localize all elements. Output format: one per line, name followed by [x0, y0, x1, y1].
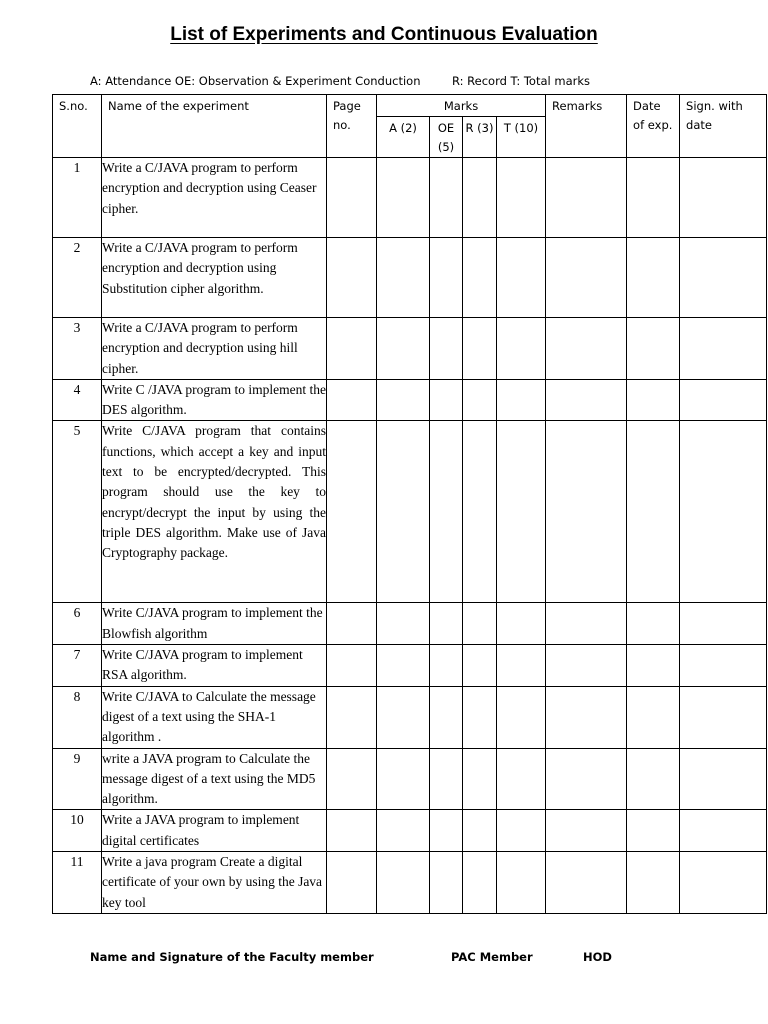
experiment-name: Write a C/JAVA program to perform encryption and decryption using Substitution cipher algorithm.	[102, 238, 327, 318]
date-cell	[627, 645, 680, 687]
t-cell	[497, 645, 546, 687]
t-cell	[497, 238, 546, 318]
header-marks: Marks	[377, 95, 546, 117]
header-remarks: Remarks	[546, 95, 627, 158]
oe-cell	[430, 810, 463, 852]
remarks-cell	[546, 421, 627, 603]
sign-cell	[680, 238, 767, 318]
sno-cell: 6	[53, 603, 102, 645]
r-cell	[463, 238, 497, 318]
table-row	[53, 748, 767, 810]
sign-cell	[680, 421, 767, 603]
header-sno: S.no.	[53, 95, 102, 158]
table-row	[53, 645, 767, 687]
t-cell	[497, 421, 546, 603]
header-row-1	[53, 95, 767, 117]
a-cell	[377, 810, 430, 852]
date-cell	[627, 238, 680, 318]
remarks-cell	[546, 318, 627, 380]
a-cell	[377, 421, 430, 603]
table-row	[53, 318, 767, 380]
a-cell	[377, 318, 430, 380]
table-row	[53, 379, 767, 421]
page-cell	[327, 318, 377, 380]
sign-cell	[680, 852, 767, 914]
date-cell	[627, 852, 680, 914]
date-cell	[627, 318, 680, 380]
header-r: R (3)	[463, 117, 497, 158]
r-cell	[463, 686, 497, 748]
oe-cell	[430, 318, 463, 380]
experiment-name: Write a C/JAVA program to perform encryption and decryption using Ceaser cipher.	[102, 158, 327, 238]
page-cell	[327, 852, 377, 914]
page-cell	[327, 810, 377, 852]
t-cell	[497, 158, 546, 238]
t-cell	[497, 810, 546, 852]
experiment-name: Write C/JAVA program to implement the Blowfish algorithm	[102, 603, 327, 645]
date-cell	[627, 379, 680, 421]
r-cell	[463, 748, 497, 810]
sno-cell: 10	[53, 810, 102, 852]
sno-cell: 11	[53, 852, 102, 914]
faculty-signature-label: Name and Signature of the Faculty member	[90, 950, 374, 964]
oe-cell	[430, 421, 463, 603]
remarks-cell	[546, 852, 627, 914]
page-cell	[327, 645, 377, 687]
oe-cell	[430, 238, 463, 318]
pac-member-label: PAC Member	[451, 950, 533, 964]
page-cell	[327, 603, 377, 645]
table-row	[53, 686, 767, 748]
r-cell	[463, 158, 497, 238]
a-cell	[377, 852, 430, 914]
sign-cell	[680, 748, 767, 810]
t-cell	[497, 318, 546, 380]
oe-cell	[430, 158, 463, 238]
date-cell	[627, 421, 680, 603]
table-row	[53, 421, 767, 603]
sno-cell: 4	[53, 379, 102, 421]
oe-cell	[430, 686, 463, 748]
page-cell	[327, 686, 377, 748]
sign-cell	[680, 810, 767, 852]
oe-cell	[430, 852, 463, 914]
oe-cell	[430, 379, 463, 421]
a-cell	[377, 686, 430, 748]
remarks-cell	[546, 645, 627, 687]
table-row	[53, 158, 767, 238]
hod-label: HOD	[583, 950, 612, 964]
date-cell	[627, 603, 680, 645]
experiment-name: write a JAVA program to Calculate the message digest of a text using the MD5 algorithm.	[102, 748, 327, 810]
a-cell	[377, 158, 430, 238]
sign-cell	[680, 379, 767, 421]
date-cell	[627, 158, 680, 238]
table-row	[53, 603, 767, 645]
a-cell	[377, 603, 430, 645]
experiment-name: Write C/JAVA program to implement RSA algorithm.	[102, 645, 327, 687]
t-cell	[497, 603, 546, 645]
t-cell	[497, 852, 546, 914]
a-cell	[377, 238, 430, 318]
page-title	[0, 24, 768, 46]
sno-cell: 8	[53, 686, 102, 748]
legend-right: R: Record T: Total marks	[452, 74, 590, 88]
remarks-cell	[546, 686, 627, 748]
date-cell	[627, 810, 680, 852]
table-row	[53, 238, 767, 318]
t-cell	[497, 748, 546, 810]
experiment-name: Write C /JAVA program to implement the DES algorithm.	[102, 379, 327, 421]
oe-cell	[430, 603, 463, 645]
experiment-name: Write C/JAVA to Calculate the message digest of a text using the SHA-1 algorithm .	[102, 686, 327, 748]
page-cell	[327, 379, 377, 421]
sno-cell: 3	[53, 318, 102, 380]
header-name: Name of the experiment	[102, 95, 327, 158]
legend-left: A: Attendance OE: Observation & Experiment Conduction	[90, 74, 421, 88]
sign-cell	[680, 158, 767, 238]
t-cell	[497, 686, 546, 748]
sno-cell: 9	[53, 748, 102, 810]
remarks-cell	[546, 238, 627, 318]
experiment-name: Write C/JAVA program that contains functions, which accept a key and input text to be encrypted/decrypted. This program should use the key to encrypt/decrypt the input by using the triple DES algorithm. Make use of Java Cryptography package.	[102, 421, 327, 603]
r-cell	[463, 421, 497, 603]
experiment-name: Write a JAVA program to implement digital certificates	[102, 810, 327, 852]
sno-cell: 2	[53, 238, 102, 318]
page-cell	[327, 238, 377, 318]
remarks-cell	[546, 810, 627, 852]
a-cell	[377, 748, 430, 810]
title-text: List of Experiments and Continuous Evaluation	[170, 24, 598, 45]
r-cell	[463, 645, 497, 687]
r-cell	[463, 318, 497, 380]
a-cell	[377, 379, 430, 421]
oe-cell	[430, 645, 463, 687]
remarks-cell	[546, 379, 627, 421]
sign-cell	[680, 686, 767, 748]
header-t: T (10)	[497, 117, 546, 158]
experiments-table	[52, 94, 767, 914]
r-cell	[463, 852, 497, 914]
t-cell	[497, 379, 546, 421]
marks-legend	[90, 74, 710, 92]
sign-cell	[680, 645, 767, 687]
r-cell	[463, 810, 497, 852]
table-row	[53, 852, 767, 914]
header-date: Date of exp.	[627, 95, 680, 158]
r-cell	[463, 379, 497, 421]
remarks-cell	[546, 158, 627, 238]
a-cell	[377, 645, 430, 687]
r-cell	[463, 603, 497, 645]
sno-cell: 7	[53, 645, 102, 687]
sign-cell	[680, 318, 767, 380]
oe-cell	[430, 748, 463, 810]
experiment-name: Write a C/JAVA program to perform encryption and decryption using hill cipher.	[102, 318, 327, 380]
sno-cell: 1	[53, 158, 102, 238]
signature-footer	[90, 950, 710, 968]
header-sign: Sign. with date	[680, 95, 767, 158]
date-cell	[627, 686, 680, 748]
experiment-name: Write a java program Create a digital certificate of your own by using the Java key tool	[102, 852, 327, 914]
page-cell	[327, 158, 377, 238]
remarks-cell	[546, 603, 627, 645]
remarks-cell	[546, 748, 627, 810]
page-cell	[327, 748, 377, 810]
header-a: A (2)	[377, 117, 430, 158]
sno-cell: 5	[53, 421, 102, 603]
date-cell	[627, 748, 680, 810]
table-row	[53, 810, 767, 852]
page-cell	[327, 421, 377, 603]
sign-cell	[680, 603, 767, 645]
header-oe: OE (5)	[430, 117, 463, 158]
header-page: Page no.	[327, 95, 377, 158]
